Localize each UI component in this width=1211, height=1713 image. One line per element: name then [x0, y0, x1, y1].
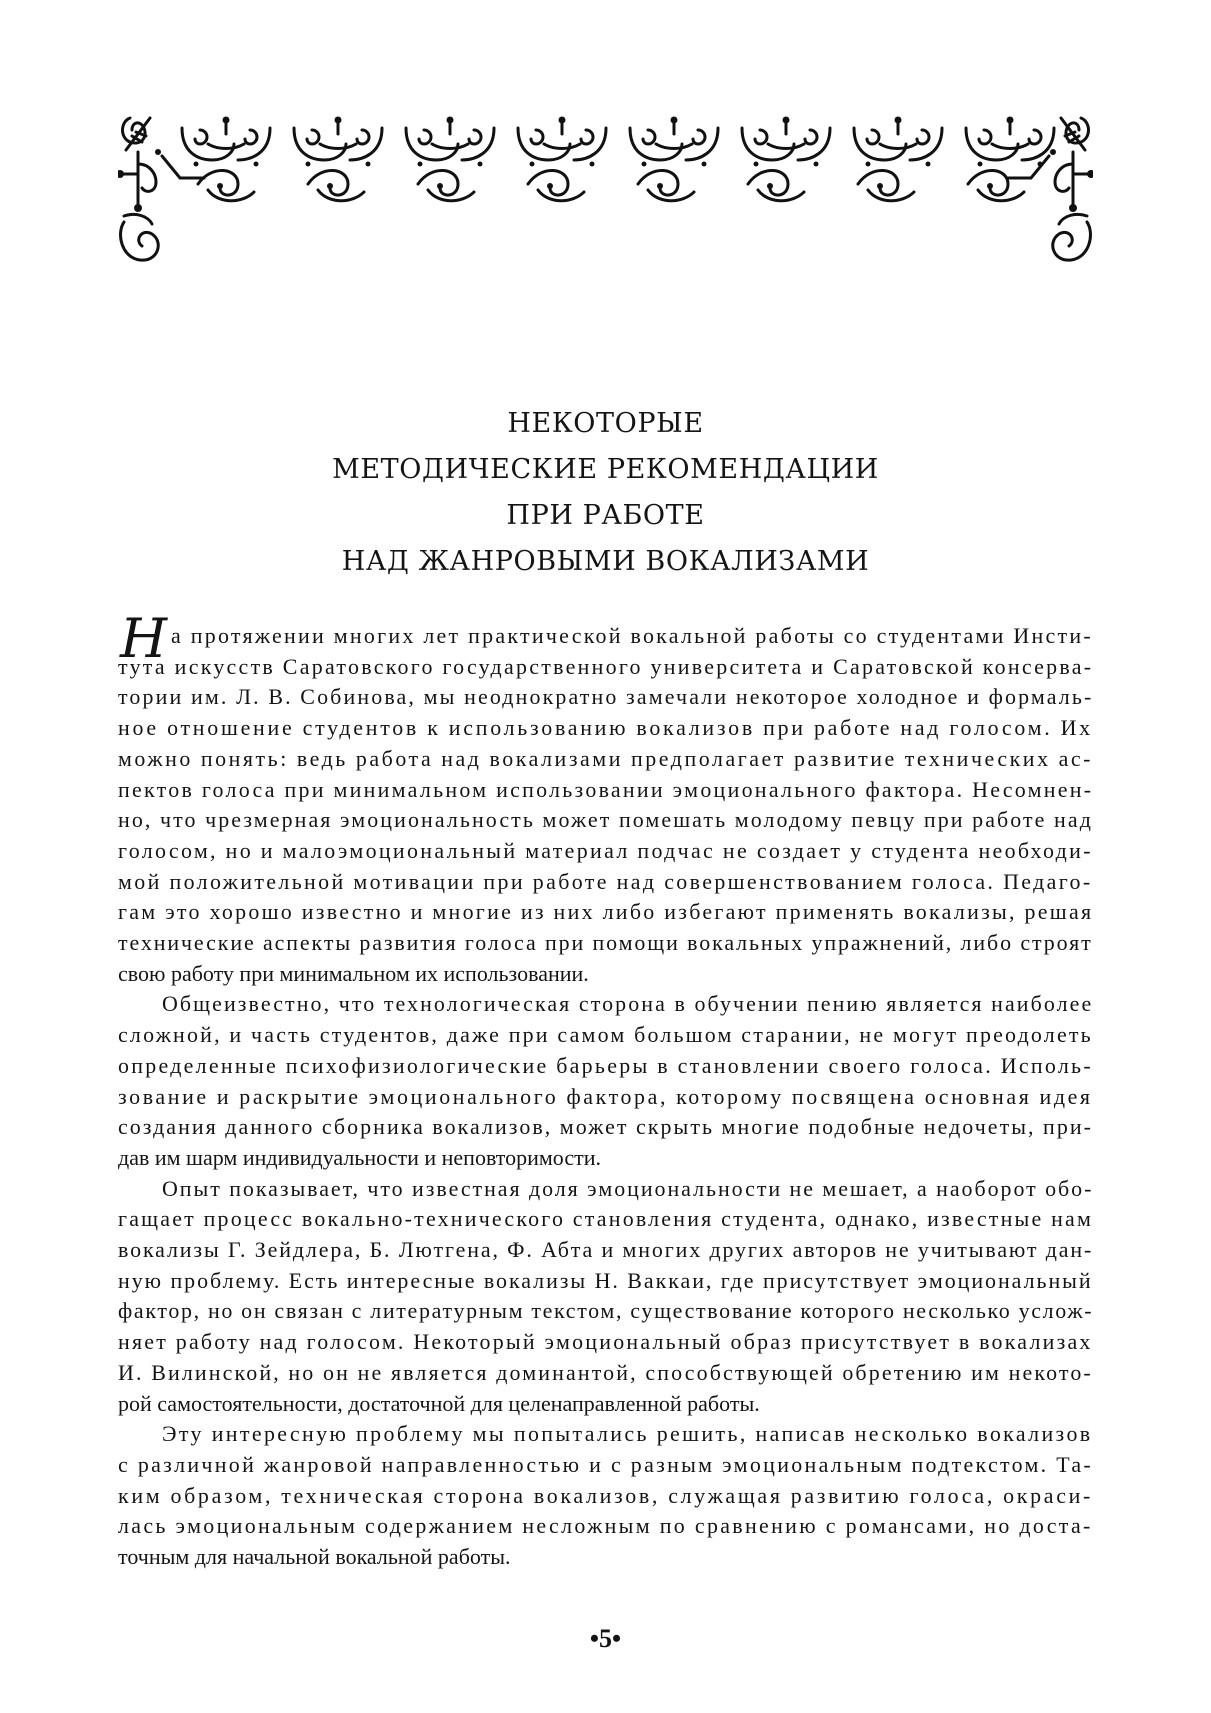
body-line: лась эмоциональным содержанием несложным по сравнению с романсами, но доста- [118, 1513, 1093, 1539]
body-line: вокализы Г. Зейдлера, Б. Лютгена, Ф. Абта и многих других авторов не учитывают дан- [118, 1237, 1094, 1262]
body-line: ким образом, техническая сторона вокализов, служащая развитию голоса, окраси- [118, 1482, 1093, 1508]
body-line: дав им шарм индивидуальности и неповторимости. [118, 1144, 602, 1170]
body-line: фактор, но он связан с литературным текстом, существование которого несколько услож- [118, 1298, 1094, 1324]
body-line: тута искусств Саратовского государственного университета и Саратовской консерва- [118, 653, 1094, 679]
title-line-2: МЕТОДИЧЕСКИЕ РЕКОМЕНДАЦИИ [332, 454, 879, 485]
body-line: с различной жанровой направленностью и с разным эмоциональным подтекстом. Та- [118, 1451, 1094, 1477]
body-line: определенные психофизиологические барьеры в становлении своего голоса. Исполь- [118, 1052, 1093, 1078]
body-line: И. Вилинской, но он не является доминантой, способствующей обретению им некото- [118, 1359, 1093, 1385]
body-line: голосом, но и малоэмоциональный материал подчас не создает у студента необходи- [118, 837, 1093, 863]
body-line: мой положительной мотивации при работе над совершенствованием голоса. Педаго- [118, 868, 1093, 894]
ornamental-header-border-icon [118, 108, 1093, 268]
body-line: ное отношение студентов к использованию вокализов при работе над голосом. Их [118, 715, 1093, 741]
body-line: а протяжении многих лет практической вокальной работы со студентами Инсти- [171, 623, 1093, 648]
body-line: няет работу над голосом. Некоторый эмоциональный образ присутствует в вокализах [118, 1329, 1093, 1355]
page-number: •5• [589, 1624, 622, 1653]
body-line: технические аспекты развития голоса при помощи вокальных упражнений, либо строят [118, 930, 1093, 955]
body-line: Опыт показывает, что известная доля эмоциональности не мешает, а наоборот обо- [162, 1175, 1094, 1201]
title-line-3: ПРИ РАБОТЕ [506, 500, 705, 531]
body-line: Общеизвестно, что технологическая сторона в обучении пению является наиболее [162, 991, 1094, 1017]
body-line: тории им. Л. В. Собинова, мы неоднократно замечали некоторое холодное и формаль- [118, 684, 1094, 710]
body-line: пектов голоса при минимальном использовании эмоционального фактора. Несомнен- [118, 776, 1094, 802]
body-line: точным для начальной вокальной работы. [118, 1544, 511, 1569]
body-line: создания данного сборника вокализов, может скрыть многие подобные недочеты, при- [118, 1114, 1093, 1140]
body-line: гам это хорошо известно и многие из них либо избегают применять вокализы, решая [118, 899, 1094, 925]
body-line: свою работу при минимальном их использовании. [118, 960, 589, 986]
body-line: сложной, и часть студентов, даже при самом большом старании, не могут преодолеть [118, 1022, 1093, 1048]
body-line: зование и раскрытие эмоционального фактора, которому посвящена основная идея [118, 1083, 1093, 1109]
body-line: Эту интересную проблему мы попытались решить, написав несколько вокализов [162, 1421, 1093, 1447]
title-line-4: НАД ЖАНРОВЫМИ ВОКАЛИЗАМИ [341, 546, 870, 577]
body-line: рой самостоятельности, достаточной для целенаправленной работы. [118, 1390, 760, 1416]
body-line: но, что чрезмерная эмоциональность может помешать молодому певцу при работе над [118, 807, 1093, 833]
body-line: можно понять: ведь работа над вокализами предполагает развитие технических ас- [118, 745, 1093, 771]
title-line-1: НЕКОТОРЫЕ [507, 408, 704, 439]
body-line: ную проблему. Есть интересные вокализы Н. Ваккаи, где присутствует эмоциональный [118, 1267, 1093, 1293]
body-line: гащает процесс вокально-технического становления студента, однако, известные нам [118, 1206, 1094, 1232]
drop-cap: Н [120, 607, 168, 670]
